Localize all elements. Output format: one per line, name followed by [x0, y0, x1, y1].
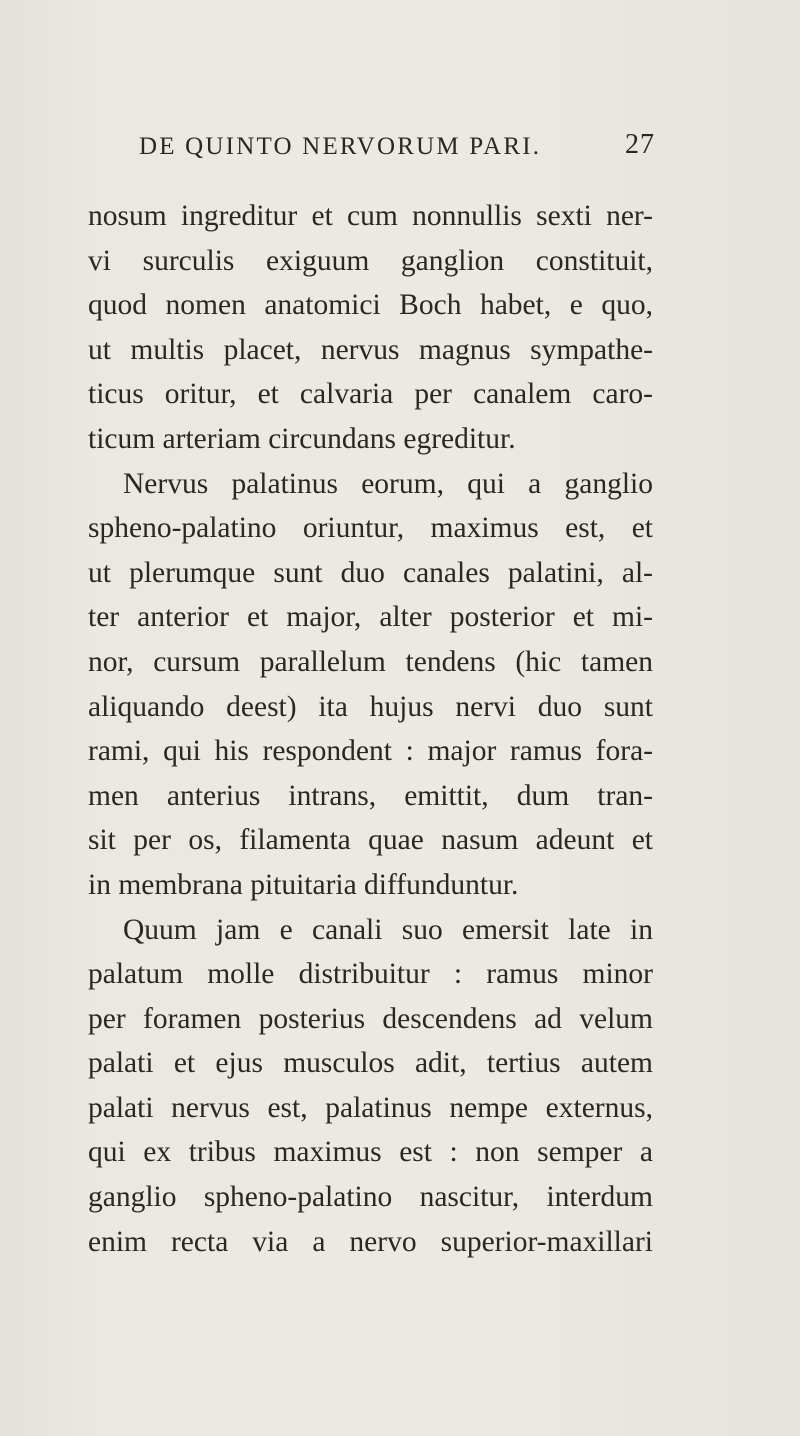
- body-text: [88, 194, 653, 1264]
- text-line: ut multis placet, nervus magnus sympathe-: [88, 333, 653, 366]
- text-line: spheno-palatino oriuntur, maximus est, et: [88, 512, 653, 545]
- text-line: men anterius intrans, emittit, dum tran-: [88, 779, 653, 812]
- text-line: enim recta via a nervo superior-maxillari: [88, 1225, 653, 1258]
- text-line: quod nomen anatomici Boch habet, e quo,: [88, 289, 653, 322]
- text-line: Nervus palatinus eorum, qui a ganglio: [123, 467, 653, 500]
- text-line: ticus oritur, et calvaria per canalem caro-: [88, 378, 653, 411]
- page-number: 27: [625, 129, 655, 160]
- text-line: per foramen posterius descendens ad velum: [88, 1002, 653, 1035]
- text-line: aliquando deest) ita hujus nervi duo sunt: [88, 690, 653, 723]
- text-line: palatum molle distribuitur : ramus minor: [88, 958, 653, 991]
- text-line: ut plerumque sunt duo canales palatini, al-: [88, 556, 653, 589]
- running-head: [139, 129, 655, 173]
- text-line: rami, qui his respondent : major ramus fora-: [88, 735, 653, 768]
- text-line: palati et ejus musculos adit, tertius autem: [88, 1047, 653, 1080]
- text-line: ticum arteriam circundans egreditur.: [88, 422, 516, 455]
- text-line: ter anterior et major, alter posterior et mi-: [88, 601, 653, 634]
- text-line: in membrana pituitaria diffunduntur.: [88, 868, 519, 901]
- text-line: ganglio spheno-palatino nascitur, interdum: [88, 1181, 653, 1214]
- text-line: sit per os, filamenta quae nasum adeunt et: [88, 824, 653, 857]
- text-line: qui ex tribus maximus est : non semper a: [88, 1136, 653, 1169]
- text-line: Quum jam e canali suo emersit late in: [123, 913, 653, 946]
- text-line: nor, cursum parallelum tendens (hic tamen: [88, 645, 653, 678]
- running-title: DE QUINTO NERVORUM PARI.: [139, 133, 542, 160]
- text-line: vi surculis exiguum ganglion constituit,: [88, 244, 653, 277]
- text-line: palati nervus est, palatinus nempe externus,: [88, 1091, 653, 1124]
- text-line: nosum ingreditur et cum nonnullis sexti ner-: [88, 200, 653, 232]
